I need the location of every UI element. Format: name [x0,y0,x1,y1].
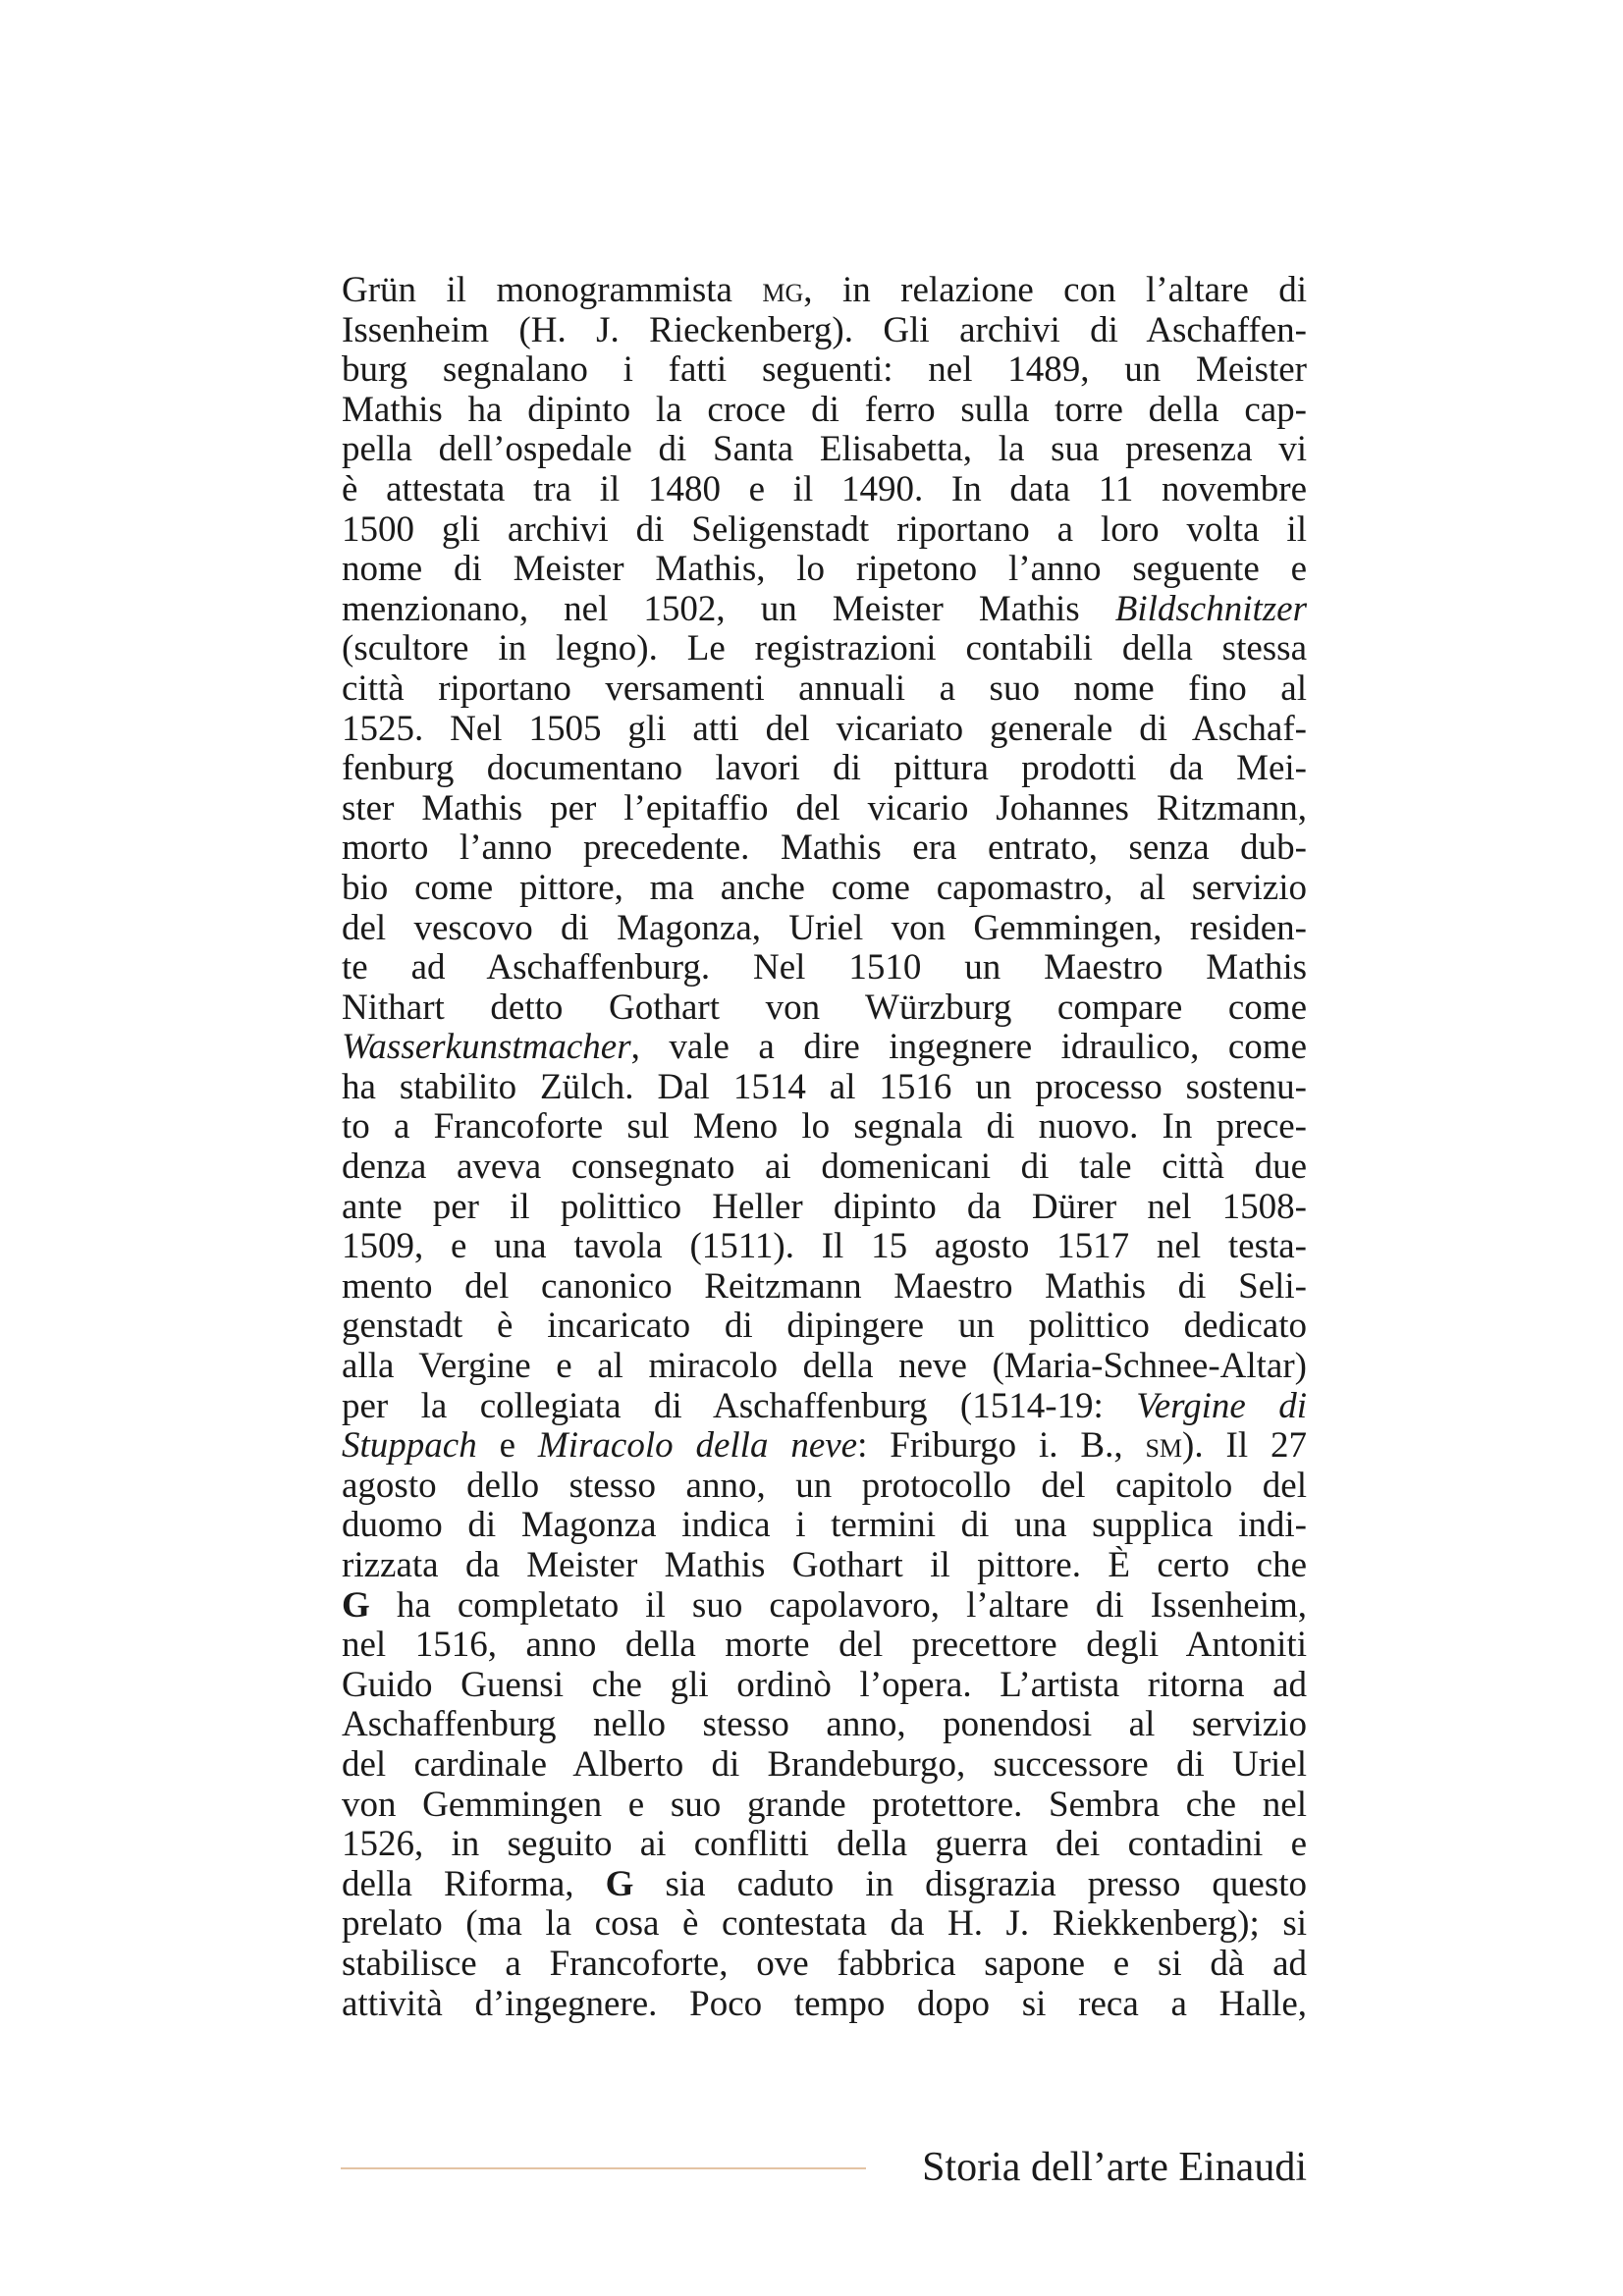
text-segment: ha stabilito Zülch. Dal 1514 al 1516 un processo sostenu- [342,1067,1307,1107]
text-line [342,1107,1307,1148]
bold-text: G [342,1585,370,1626]
text-segment: nel 1516, anno della morte del precettore degli Antoniti [342,1626,1307,1666]
text-segment: : Friburgo i. B., [857,1426,1146,1467]
text-line [342,1467,1307,1507]
text-segment: ha completato il suo capolavoro, l’altare di Issenheim, [369,1585,1307,1626]
text-segment: Issenheim (H. J. Rieckenberg). Gli archivi di Aschaffen- [342,310,1307,350]
text-segment: agosto dello stesso anno, un protocollo del capitolo del [342,1466,1307,1506]
text-segment: ). Il 27 [1182,1426,1307,1467]
text-line [342,1786,1307,1826]
text-line [342,1904,1307,1945]
text-segment: mento del canonico Reitzmann Maestro Mathis di Seli- [342,1266,1307,1307]
text-line [342,1227,1307,1267]
text-segment: della Riforma, [342,1864,606,1904]
text-segment: del cardinale Alberto di Brandeburgo, successore di Uriel [342,1744,1307,1785]
text-line [342,1985,1307,2025]
text-line [342,749,1307,789]
text-line [342,590,1307,630]
text-segment: del vescovo di Magonza, Uriel von Gemmingen, residen- [342,908,1307,948]
text-segment: rizzata da Meister Mathis Gothart il pittore. È certo che [342,1546,1307,1585]
text-line [342,669,1307,710]
text-segment: attività d’ingegnere. Poco tempo dopo si reca a Halle, [342,1984,1307,2024]
text-segment: menzionano, nel 1502, un Meister Mathis [342,589,1115,629]
text-segment: è attestata tra il 1480 e il 1490. In data 11 novembre [342,469,1307,509]
italic-text: Bildschnitzer [1114,589,1307,629]
text-segment: stabilisce a Francoforte, ove fabbrica sapone e si dà ad [342,1944,1307,1984]
text-line [342,789,1307,829]
footer-title: Storia dell’arte Einaudi [922,2145,1307,2190]
bold-text: G [605,1864,634,1904]
text-segment: 1525. Nel 1505 gli atti del vicariato generale di Aschaf- [342,709,1307,749]
text-line [342,470,1307,510]
text-segment: von Gemmingen e suo grande protettore. Sembra che nel [342,1785,1307,1825]
text-line [342,629,1307,669]
text-segment: sia caduto in disgrazia presso questo [633,1864,1307,1904]
text-line [342,1825,1307,1865]
text-line [342,311,1307,351]
text-line [342,1666,1307,1706]
footer-rule [341,2167,866,2169]
text-line [342,430,1307,470]
text-line [342,909,1307,949]
body-text [342,271,1307,2024]
text-line [342,1028,1307,1068]
text-segment: (scultore in legno). Le registrazioni contabili della stessa [342,629,1307,669]
italic-text: Stuppach [342,1426,477,1467]
text-segment: Guido Guensi che gli ordinò l’opera. L’artista ritorna ad [342,1665,1307,1705]
text-segment: Nithart detto Gothart von Würzburg compare come [342,988,1307,1028]
text-line [342,1267,1307,1308]
text-segment: morto l’anno precedente. Mathis era entrato, senza dub- [342,828,1307,869]
text-line [342,350,1307,391]
text-line [342,710,1307,750]
text-line [342,1506,1307,1546]
text-line [342,1745,1307,1786]
text-segment: 1526, in seguito ai conflitti della guerra dei contadini e [342,1825,1307,1865]
text-line [342,1626,1307,1666]
text-line [342,1586,1307,1627]
text-segment: , in relazione con l’altare di [803,271,1307,310]
text-line [342,391,1307,431]
text-line [342,550,1307,590]
text-line [342,1865,1307,1905]
text-segment: te ad Aschaffenburg. Nel 1510 un Maestro Mathis [342,948,1307,988]
text-segment: Aschaffenburg nello stesso anno, ponendosi al servizio [342,1705,1307,1745]
text-segment: to a Francoforte sul Meno lo segnala di nuovo. In prece- [342,1107,1307,1148]
text-line [342,1705,1307,1745]
text-segment: , vale a dire ingegnere idraulico, come [630,1028,1307,1068]
text-line [342,1148,1307,1188]
text-segment: per la collegiata di Aschaffenburg (1514-19: [342,1386,1137,1426]
text-segment: alla Vergine e al miracolo della neve (Maria-Schnee-Altar) [342,1347,1307,1387]
text-line [342,1188,1307,1228]
text-line [342,1387,1307,1427]
text-segment: ante per il polittico Heller dipinto da Dürer nel 1508- [342,1187,1307,1227]
text-segment: Grün il monogrammista [342,271,763,310]
small-caps-text: sm [1145,1426,1183,1467]
text-segment: ster Mathis per l’epitaffio del vicario Johannes Ritzmann, [342,788,1307,828]
text-line [342,1546,1307,1586]
text-segment: nome di Meister Mathis, lo ripetono l’anno seguente e [342,550,1307,590]
text-line [342,510,1307,551]
text-segment: duomo di Magonza indica i termini di una supplica indi- [342,1506,1307,1546]
text-segment: e [476,1426,538,1467]
text-segment: città riportano versamenti annuali a suo nome fino al [342,668,1307,709]
text-segment: bio come pittore, ma anche come capomastro, al servizio [342,868,1307,908]
text-segment: prelato (ma la cosa è contestata da H. J. Riekkenberg); si [342,1904,1307,1945]
text-segment: genstadt è incaricato di dipingere un polittico dedicato [342,1307,1307,1347]
italic-text: Wasserkunstmacher [342,1028,631,1068]
text-line [342,1945,1307,1985]
text-line [342,828,1307,869]
text-line [342,988,1307,1029]
text-segment: denza aveva consegnato ai domenicani di tale città due [342,1148,1307,1188]
italic-text: Miracolo della neve [537,1426,858,1467]
text-line [342,948,1307,988]
text-segment: 1500 gli archivi di Seligenstadt riportano a loro volta il [342,509,1307,550]
text-line [342,271,1307,311]
text-line [342,1347,1307,1387]
text-segment: pella dell’ospedale di Santa Elisabetta, la sua presenza vi [342,430,1307,470]
small-caps-text: mg [762,271,804,310]
text-line [342,869,1307,909]
text-line [342,1068,1307,1108]
text-segment: 1509, e una tavola (1511). Il 15 agosto 1517 nel testa- [342,1227,1307,1267]
text-line [342,1307,1307,1347]
text-line [342,1426,1307,1467]
text-segment: fenburg documentano lavori di pittura prodotti da Mei- [342,749,1307,789]
text-segment: burg segnalano i fatti seguenti: nel 1489, un Meister [342,350,1307,391]
text-segment: Mathis ha dipinto la croce di ferro sulla torre della cap- [342,390,1307,430]
italic-text: Vergine di [1136,1386,1307,1426]
